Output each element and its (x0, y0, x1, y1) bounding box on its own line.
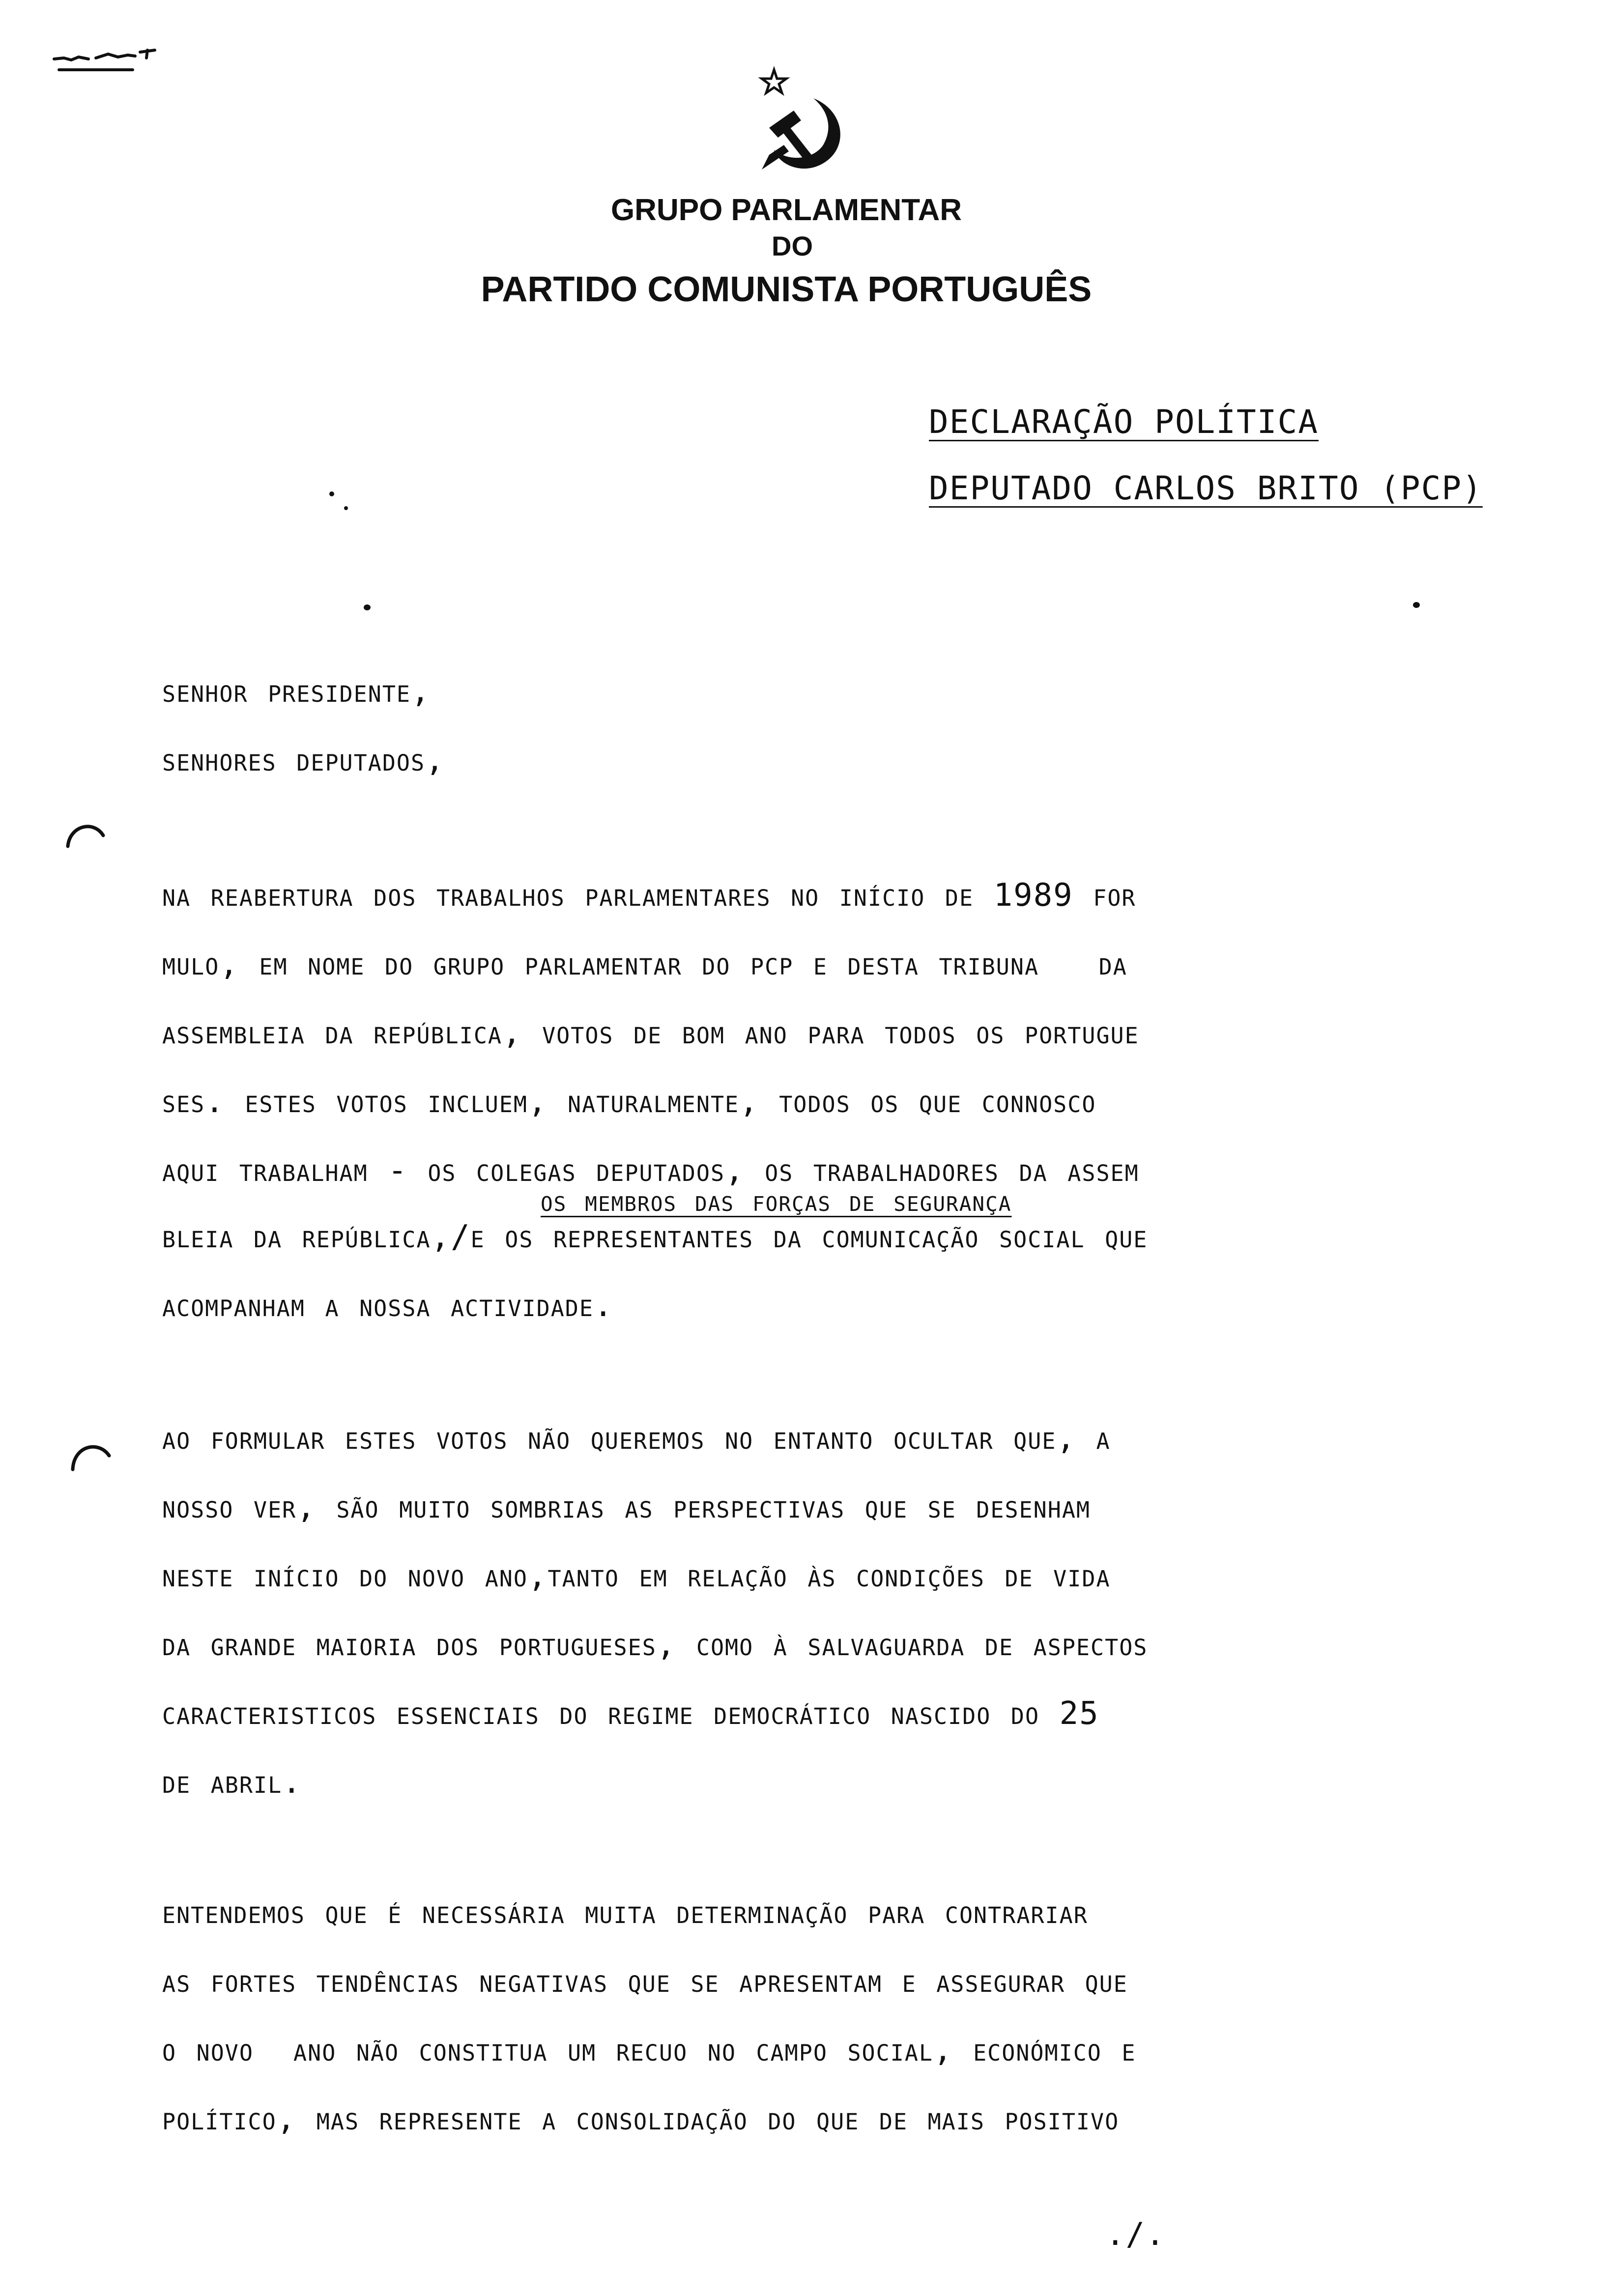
paragraph-2-line: de abril. (162, 1764, 302, 1801)
speck (1413, 602, 1420, 608)
header-line-1: GRUPO PARLAMENTAR (610, 193, 962, 227)
speck (329, 491, 334, 496)
salutation-line-2: senhores deputados, (162, 742, 445, 778)
paragraph-1-line: acompanham a nossa actividade. (162, 1288, 614, 1324)
speck (364, 604, 371, 610)
paragraph-2-line: caracteristicos essenciais do regime democrático nascido do 25 (162, 1695, 1099, 1732)
speaker-line: DEPUTADO CARLOS BRITO (PCP) (929, 469, 1483, 507)
continuation-mark: ./. (1106, 2216, 1166, 2253)
header-line-2: DO (772, 230, 813, 261)
paragraph-1-line: ses. estes votos incluem, naturalmente, todos os que connosco (162, 1084, 1096, 1120)
paragraph-2-line: ao formular estes votos não queremos no entanto ocultar que, a (162, 1420, 1111, 1457)
handwritten-scribble (49, 39, 177, 84)
paragraph-3-line: o novo ano não constitua um recuo no campo social, económico e (162, 2032, 1136, 2068)
paragraph-3-line: político, mas represente a consolidação do que de mais positivo (162, 2101, 1120, 2137)
paragraph-1-line: na reabertura dos trabalhos parlamentares no início de 1989 for (162, 877, 1136, 914)
margin-paragraph-mark (64, 816, 108, 850)
salutation-line-1: senhor presidente, (162, 673, 431, 710)
paragraph-3-line: as fortes tendências negativas que se apresentam e assegurar que (162, 1963, 1128, 2000)
margin-paragraph-mark (69, 1435, 113, 1474)
handwritten-insertion: os membros das forças de segurança (541, 1184, 1012, 1218)
paragraph-2-line: da grande maioria dos portugueses, como à salvaguarda de aspectos (162, 1627, 1148, 1663)
paragraph-2-line: nosso ver, são muito sombrias as perspectivas que se desenham (162, 1489, 1091, 1525)
document-type: DECLARAÇÃO POLÍTICA (929, 403, 1319, 441)
paragraph-1-line: bleia da república,/e os representantes da comunicação social que (162, 1219, 1148, 1255)
paragraph-1-line: assembleia da república, votos de bom ano para todos os portugue (162, 1015, 1139, 1051)
speck (344, 506, 348, 510)
paragraph-3-line: entendemos que é necessária muita determinação para contrariar (162, 1894, 1088, 1931)
paragraph-2-line: neste início do novo ano,tanto em relação às condições de vida (162, 1558, 1111, 1594)
paragraph-1-line: mulo, em nome do grupo parlamentar do pcp e desta tribuna da (162, 946, 1127, 982)
paragraph-1-line: aqui trabalham - os colegas deputados, os trabalhadores da assem (162, 1152, 1139, 1189)
header-line-3: PARTIDO COMUNISTA PORTUGUÊS (481, 270, 1092, 309)
hammer-sickle-star-icon (740, 64, 858, 182)
